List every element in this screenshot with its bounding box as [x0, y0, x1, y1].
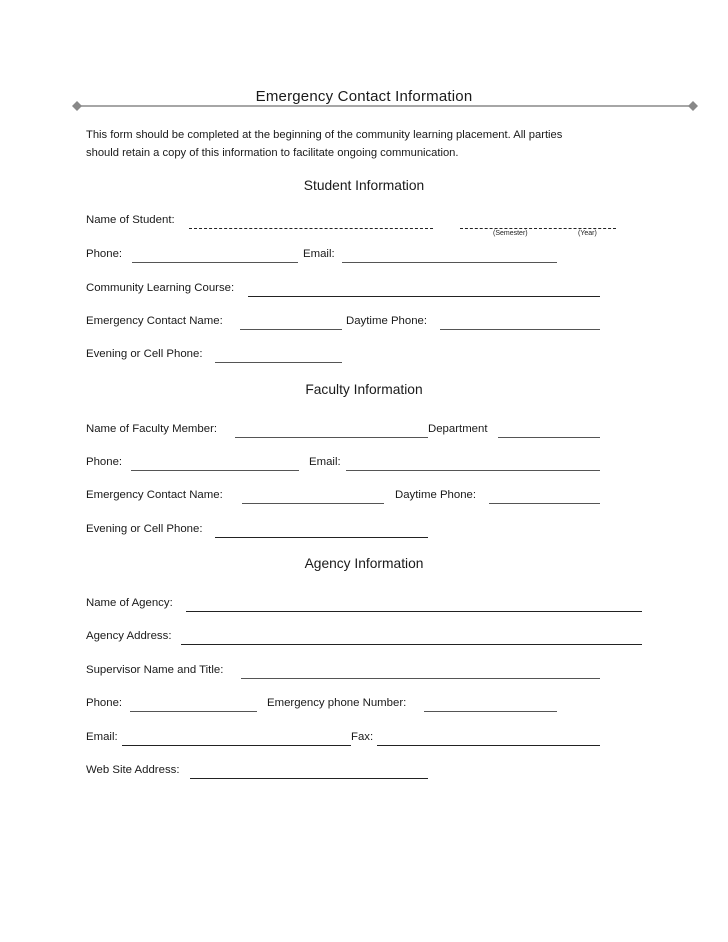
agency-fax-field[interactable] — [377, 731, 600, 746]
student-phone-field[interactable] — [132, 248, 298, 263]
student-daytime-label: Daytime Phone: — [346, 315, 428, 327]
agency-emergency-phone-label: Emergency phone Number: — [267, 697, 407, 709]
agency-address-label: Agency Address: — [86, 630, 172, 642]
intro-line-1: This form should be completed at the beginning of the community learning placement. All parties — [86, 129, 563, 141]
student-evening-label: Evening or Cell Phone: — [86, 348, 203, 360]
student-evening-field[interactable] — [215, 348, 342, 363]
agency-name-label: Name of Agency: — [86, 597, 173, 609]
agency-name-field[interactable] — [186, 597, 642, 612]
student-course-field[interactable] — [248, 282, 600, 297]
form-title: Emergency Contact Information — [255, 88, 473, 105]
faculty-daytime-field[interactable] — [489, 489, 600, 504]
faculty-email-field[interactable] — [346, 456, 600, 471]
student-emergency-name-field[interactable] — [240, 315, 342, 330]
faculty-department-label: Department — [428, 423, 488, 435]
faculty-name-field[interactable] — [235, 423, 428, 438]
faculty-emergency-name-label: Emergency Contact Name: — [86, 489, 223, 501]
student-phone-label: Phone: — [86, 248, 123, 260]
semester-caption: (Semester) — [493, 230, 528, 237]
faculty-heading: Faculty Information — [305, 382, 423, 397]
faculty-daytime-label: Daytime Phone: — [395, 489, 477, 501]
faculty-emergency-name-field[interactable] — [242, 489, 384, 504]
agency-email-label: Email: — [86, 731, 118, 743]
faculty-evening-label: Evening or Cell Phone: — [86, 523, 203, 535]
agency-supervisor-label: Supervisor Name and Title: — [86, 664, 224, 676]
student-heading: Student Information — [303, 178, 425, 193]
student-name-label: Name of Student: — [86, 214, 175, 226]
student-email-label: Email: — [303, 248, 335, 260]
faculty-email-label: Email: — [309, 456, 341, 468]
faculty-department-field[interactable] — [498, 423, 600, 438]
faculty-phone-field[interactable] — [131, 456, 299, 471]
faculty-evening-field[interactable] — [215, 523, 428, 538]
agency-website-label: Web Site Address: — [86, 764, 180, 776]
agency-email-field[interactable] — [122, 731, 351, 746]
agency-phone-label: Phone: — [86, 697, 123, 709]
title-divider — [72, 101, 698, 111]
agency-phone-field[interactable] — [130, 697, 257, 712]
student-daytime-field[interactable] — [440, 315, 600, 330]
agency-supervisor-field[interactable] — [241, 664, 600, 679]
agency-address-field[interactable] — [181, 630, 642, 645]
agency-emergency-phone-field[interactable] — [424, 697, 557, 712]
student-name-field[interactable] — [189, 214, 433, 229]
student-email-field[interactable] — [342, 248, 557, 263]
year-caption: (Year) — [578, 230, 597, 237]
agency-website-field[interactable] — [190, 764, 428, 779]
student-emergency-name-label: Emergency Contact Name: — [86, 315, 223, 327]
student-course-label: Community Learning Course: — [86, 282, 235, 294]
faculty-phone-label: Phone: — [86, 456, 123, 468]
faculty-name-label: Name of Faculty Member: — [86, 423, 218, 435]
intro-text — [86, 126, 656, 162]
agency-heading: Agency Information — [304, 556, 424, 571]
semester-year-field[interactable] — [460, 214, 616, 229]
intro-line-2: should retain a copy of this information to facilitate ongoing communication. — [86, 147, 459, 159]
agency-fax-label: Fax: — [351, 731, 374, 743]
